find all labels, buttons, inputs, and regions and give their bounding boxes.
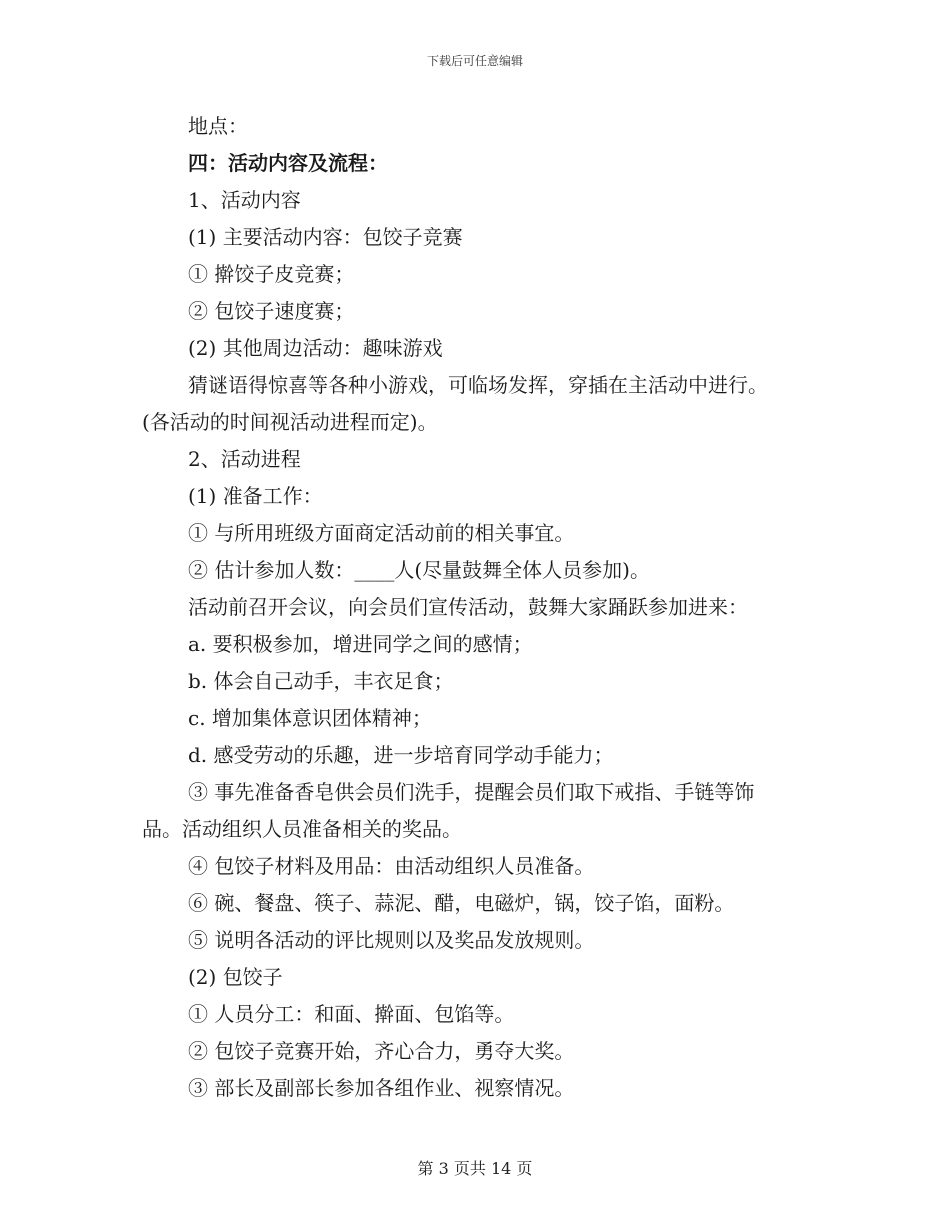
list-item: ④ 包饺子材料及用品：由活动组织人员准备。 — [188, 854, 595, 878]
location-line: 地点： — [188, 114, 248, 138]
list-item: ⑤ 说明各活动的评比规则以及奖品发放规则。 — [188, 928, 595, 952]
list-item: a. 要积极参加，增进同学之间的感情； — [188, 632, 533, 656]
list-item: ③ 部长及副部长参加各组作业、视察情况。 — [188, 1076, 575, 1100]
list-item: ① 与所用班级方面商定活动前的相关事宜。 — [188, 521, 575, 545]
paragraph-line: (各活动的时间视活动进程而定)。 — [142, 410, 438, 434]
subsection-heading: 2、活动进程 — [188, 447, 301, 471]
list-item: (1) 主要活动内容：包饺子竞赛 — [188, 225, 463, 249]
list-item: d. 感受劳动的乐趣，进一步培育同学动手能力； — [188, 743, 614, 767]
document-body — [142, 108, 822, 1107]
list-item: (2) 包饺子 — [188, 965, 283, 989]
list-item: (2) 其他周边活动：趣味游戏 — [188, 336, 443, 360]
paragraph-line: 猜谜语得惊喜等各种小游戏，可临场发挥，穿插在主活动中进行。 — [188, 373, 768, 397]
paragraph-line: 品。活动组织人员准备相关的奖品。 — [142, 817, 462, 841]
section-heading: 四：活动内容及流程： — [188, 151, 388, 175]
subsection-heading: 1、活动内容 — [188, 188, 301, 212]
list-item: ① 擀饺子皮竞赛； — [188, 262, 355, 286]
list-item: ① 人员分工：和面、擀面、包馅等。 — [188, 1002, 515, 1026]
list-item: c. 增加集体意识团体精神； — [188, 706, 432, 730]
list-item: (1) 准备工作： — [188, 484, 323, 508]
list-item: ⑥ 碗、餐盘、筷子、蒜泥、醋，电磁炉，锅，饺子馅，面粉。 — [188, 891, 735, 915]
list-item: b. 体会自己动手，丰衣足食； — [188, 669, 454, 693]
list-item: ③ 事先准备香皂供会员们洗手，提醒会员们取下戒指、手链等饰 — [188, 780, 755, 804]
page-header: 下载后可任意编辑 — [426, 54, 523, 68]
list-item: ② 估计参加人数：____人(尽量鼓舞全体人员参加)。 — [188, 558, 650, 582]
paragraph-line: 活动前召开会议，向会员们宣传活动，鼓舞大家踊跃参加进来： — [188, 595, 748, 619]
list-item: ② 包饺子速度赛； — [188, 299, 355, 323]
page-footer: 第 3 页共 14 页 — [417, 1159, 533, 1178]
list-item: ② 包饺子竞赛开始，齐心合力，勇夺大奖。 — [188, 1039, 575, 1063]
